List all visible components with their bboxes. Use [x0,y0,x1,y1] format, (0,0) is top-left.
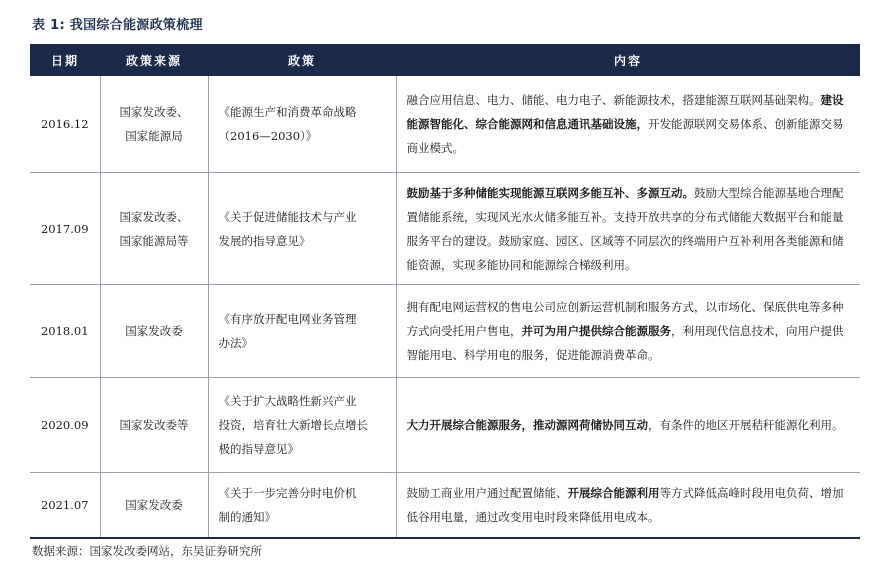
content-highlight: 建设能源智能化、综合能源网和信息通讯基础设施， [406,93,844,131]
cell-content [396,76,860,173]
cell-policy [208,378,396,473]
content-highlight: 并可为用户提供综合能源服务 [521,324,671,338]
policy-line: 发展的指导意见》 [218,233,311,248]
content-text: 鼓励大型综合能源基地合理配置储能系统，实现风光水火储多能互补。支持开放共享的分布式储能大数据平台和能量服务平台的建设。鼓励家庭、园区、区域等不同层次的终端用户互补利用各类能源和储能资源，实现多能协同和能源综合梯级利用。 [406,185,844,272]
content-highlight: 开展综合能源利用 [567,486,660,500]
content-text: 开发能源联网交易体系、创新能源交易商业模式。 [406,117,844,155]
cell-source [100,173,208,285]
policy-line: 《关于一步完善分时电价机 [218,486,357,500]
content-highlight: 鼓励基于多种储能实现能源互联网多能互补、多源互动。 [406,185,694,200]
table-row [30,76,860,173]
cell-policy [208,173,396,285]
policy-table [30,44,860,539]
content-highlight: 大力开展综合能源服务，推动源网荷储协同互动 [406,418,648,432]
table-row [30,378,860,473]
table-row [30,173,860,285]
policy-line: 《能源生产和消费革命战略 [218,105,357,119]
content-text: 等方式降低高峰时段用电负荷、增加低谷用电量，通过改变用电时段来降低用电成本。 [406,486,844,524]
cell-content [396,173,860,285]
source-line: 国家发改委、 [119,209,189,224]
table-title: 表 1: 我国综合能源政策梳理 [32,18,203,33]
cell-date: 2017.09 [30,173,100,285]
header-policy: 政策 [208,44,396,76]
source-line: 国家发改委 [125,498,183,512]
table-row [30,473,860,539]
cell-date: 2018.01 [30,285,100,378]
source-line: 国家发改委、 [119,105,189,119]
source-line: 国家能源局等 [119,233,189,248]
table-row [30,285,860,378]
cell-source [100,76,208,173]
content-text: 拥有配电网运营权的售电公司应创新运营机制和服务方式，以市场化、保底供电等多种方式向受托用户售电， [406,300,844,338]
header-source: 政策来源 [100,44,208,76]
content-text: 鼓励工商业用户通过配置储能、 [406,486,568,500]
cell-policy [208,473,396,539]
policy-line: （2016—2030）》 [218,129,318,143]
source-line: 国家发改委等 [119,418,189,432]
header-content: 内容 [396,44,860,76]
source-line: 国家发改委 [125,324,183,338]
policy-line: 办法》 [218,336,253,350]
policy-line: 《有序放开配电网业务管理 [218,312,357,326]
header-date: 日期 [30,44,100,76]
cell-content [396,285,860,378]
table-header-row [30,44,860,76]
cell-source [100,378,208,473]
source-note: 数据来源：国家发改委网站，东吴证券研究所 [32,544,262,558]
cell-content [396,473,860,539]
content-text: ，有条件的地区开展秸秆能源化利用。 [648,418,844,432]
policy-line: 《关于扩大战略性新兴产业 [218,394,357,408]
source-line: 国家能源局 [125,129,183,143]
cell-policy [208,285,396,378]
cell-date: 2016.12 [30,76,100,173]
policy-line: 投资，培育壮大新增长点增长 [218,418,368,432]
cell-content [396,378,860,473]
cell-source [100,285,208,378]
content-text: 融合应用信息、电力、储能、电力电子、新能源技术，搭建能源互联网基础架构。 [406,93,821,107]
policy-line: 《关于促进储能技术与产业 [218,209,357,224]
cell-date: 2020.09 [30,378,100,473]
content-text: ，利用现代信息技术，向用户提供智能用电、科学用电的服务，促进能源消费革命。 [406,324,844,362]
cell-date: 2021.07 [30,473,100,539]
policy-line: 制的通知》 [218,510,276,524]
cell-source [100,473,208,539]
policy-line: 极的指导意见》 [218,442,299,456]
cell-policy [208,76,396,173]
